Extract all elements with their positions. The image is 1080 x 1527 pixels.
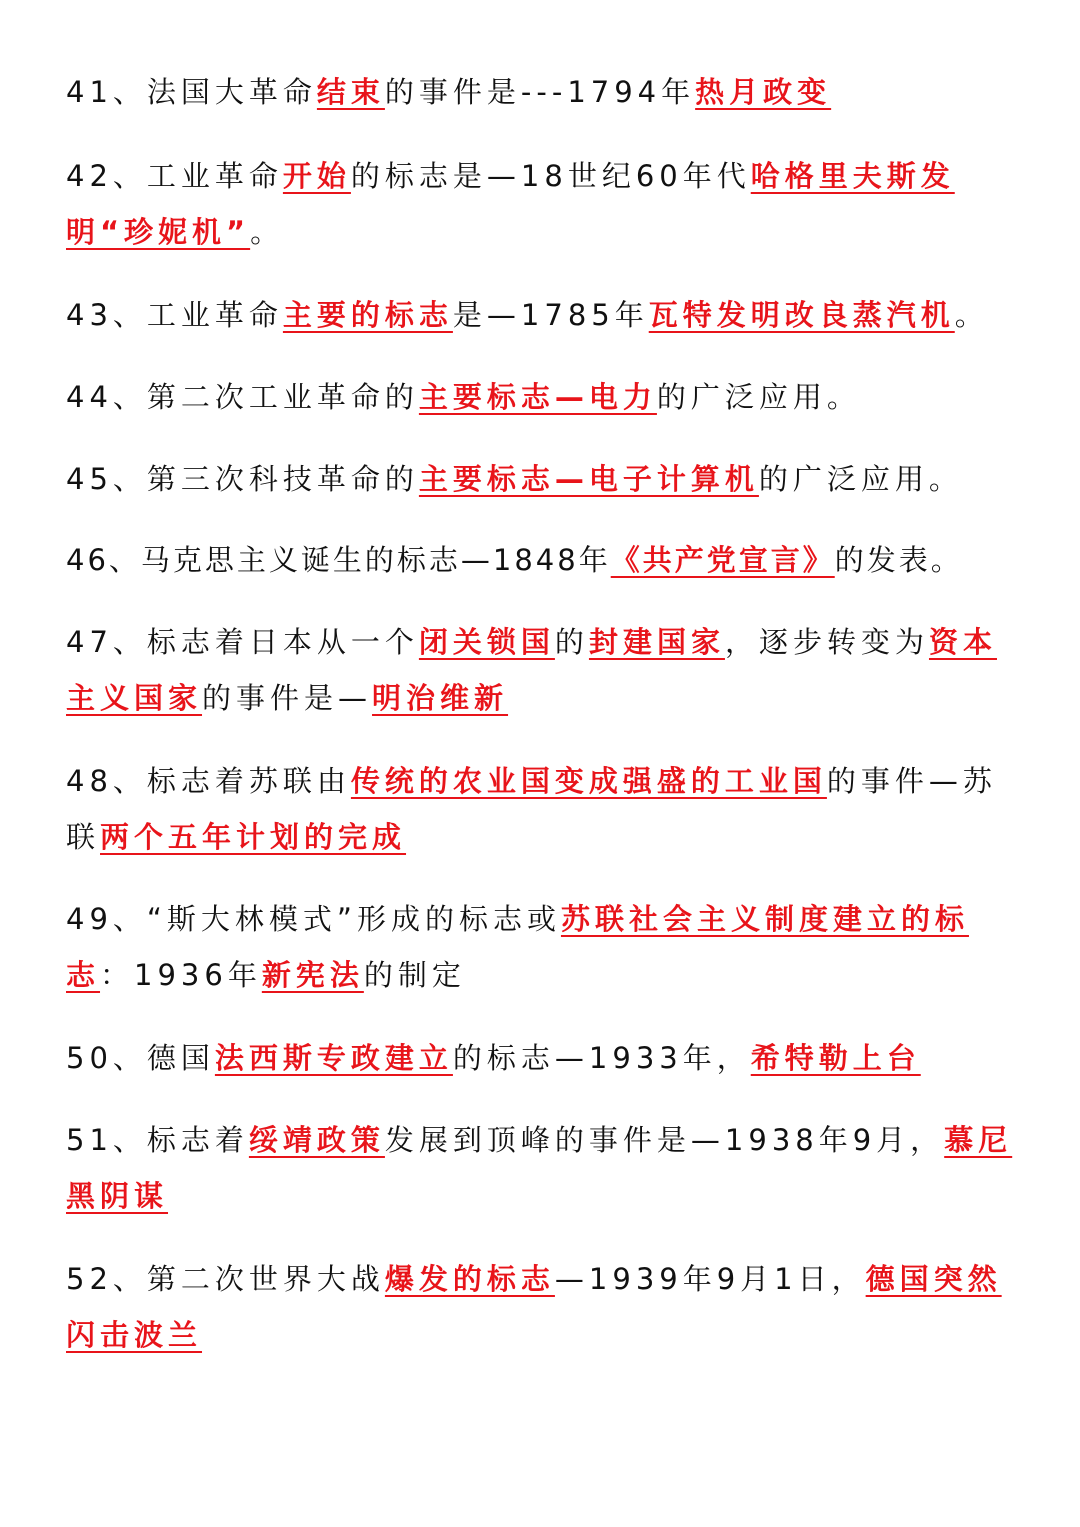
entry-49: [66, 891, 1018, 1003]
entry-52-text-1: 52、第二次世界大战: [66, 1262, 385, 1296]
entry-46-highlight-1: 《共产党宣言》: [610, 543, 835, 577]
entry-48-highlight-2: 两个五年计划的完成: [100, 820, 407, 854]
entry-49-highlight-1: 苏联社会主义制度建立的标志: [66, 902, 969, 992]
entry-51: [66, 1112, 1018, 1224]
entry-43-text-2: 是—1785年: [452, 298, 649, 332]
entry-43-highlight-1: 主要的标志: [282, 298, 453, 332]
entry-50: [66, 1030, 1018, 1086]
entry-51-text-1: 51、标志着: [66, 1123, 249, 1157]
entry-41-highlight-1: 结束: [316, 75, 385, 109]
entry-45: [66, 451, 1018, 507]
entry-43-highlight-2: 瓦特发明改良蒸汽机: [648, 298, 955, 332]
entry-44-text-1: 44、第二次工业革命的: [66, 380, 419, 414]
entry-52-text-2: —1939年9月1日，: [554, 1262, 866, 1296]
entry-49-highlight-2: 新宪法: [261, 958, 364, 992]
entry-46-text-2: 的发表。: [834, 543, 963, 577]
entry-46-text-1: 46、马克思主义诞生的标志—1848年: [66, 543, 611, 577]
entry-42-text-1: 42、工业革命: [66, 159, 283, 193]
entry-41-text-1: 41、法国大革命: [66, 75, 317, 109]
entry-44-text-2: 的广泛应用。: [656, 380, 861, 414]
entry-49-text-1: 49、“斯大林模式”形成的标志或: [66, 902, 561, 936]
entry-44: [66, 369, 1018, 425]
entry-47-highlight-4: 明治维新: [372, 681, 509, 715]
entry-42-highlight-2: 哈格里夫斯发明“珍妮机”: [66, 159, 955, 249]
entry-47-text-2: 的: [554, 625, 589, 659]
entry-47-highlight-2: 封建国家: [588, 625, 725, 659]
entry-41-highlight-2: 热月政变: [695, 75, 832, 109]
entry-48-text-2: 的事件—苏联: [66, 764, 997, 854]
entry-42-text-2: 的标志是—18世纪60年代: [350, 159, 751, 193]
entry-50-text-1: 50、德国: [66, 1041, 215, 1075]
entry-48: [66, 753, 1018, 865]
entry-47: [66, 614, 1018, 726]
entry-48-highlight-1: 传统的农业国变成强盛的工业国: [350, 764, 827, 798]
entry-49-text-2: ：1936年: [100, 958, 262, 992]
entry-50-highlight-1: 法西斯专政建立: [214, 1041, 453, 1075]
entry-42-highlight-1: 开始: [282, 159, 351, 193]
entry-52: [66, 1251, 1018, 1363]
entry-50-text-2: 的标志—1933年，: [452, 1041, 751, 1075]
entry-44-highlight-1: 主要标志—电力: [418, 380, 657, 414]
entry-47-text-3: ，逐步转变为: [724, 625, 929, 659]
entry-45-text-2: 的广泛应用。: [758, 462, 963, 496]
entry-49-text-3: 的制定: [363, 958, 466, 992]
entry-41: [66, 64, 1018, 120]
entry-51-text-2: 发展到顶峰的事件是—1938年9月，: [384, 1123, 945, 1157]
entry-47-text-4: 的事件是—: [202, 681, 373, 715]
entry-42: [66, 148, 1018, 260]
entry-43-text-1: 43、工业革命: [66, 298, 283, 332]
entry-48-text-1: 48、标志着苏联由: [66, 764, 351, 798]
entry-45-highlight-1: 主要标志—电子计算机: [418, 462, 759, 496]
entry-52-highlight-1: 爆发的标志: [384, 1262, 555, 1296]
entry-41-text-2: 的事件是---1794年: [384, 75, 696, 109]
entry-46: [66, 532, 1018, 588]
entry-51-highlight-1: 绥靖政策: [248, 1123, 385, 1157]
entry-47-text-1: 47、标志着日本从一个: [66, 625, 419, 659]
entry-52-highlight-2: 德国突然闪击波兰: [66, 1262, 1002, 1352]
entry-45-text-1: 45、第三次科技革命的: [66, 462, 419, 496]
entry-42-text-3: 。: [250, 215, 285, 249]
entry-47-highlight-3: 资本主义国家: [66, 625, 997, 715]
entry-51-highlight-2: 慕尼黑阴谋: [66, 1123, 1013, 1213]
entry-43: [66, 287, 1018, 343]
entry-50-highlight-2: 希特勒上台: [750, 1041, 921, 1075]
entry-43-text-3: 。: [954, 298, 989, 332]
entry-47-highlight-1: 闭关锁国: [418, 625, 555, 659]
